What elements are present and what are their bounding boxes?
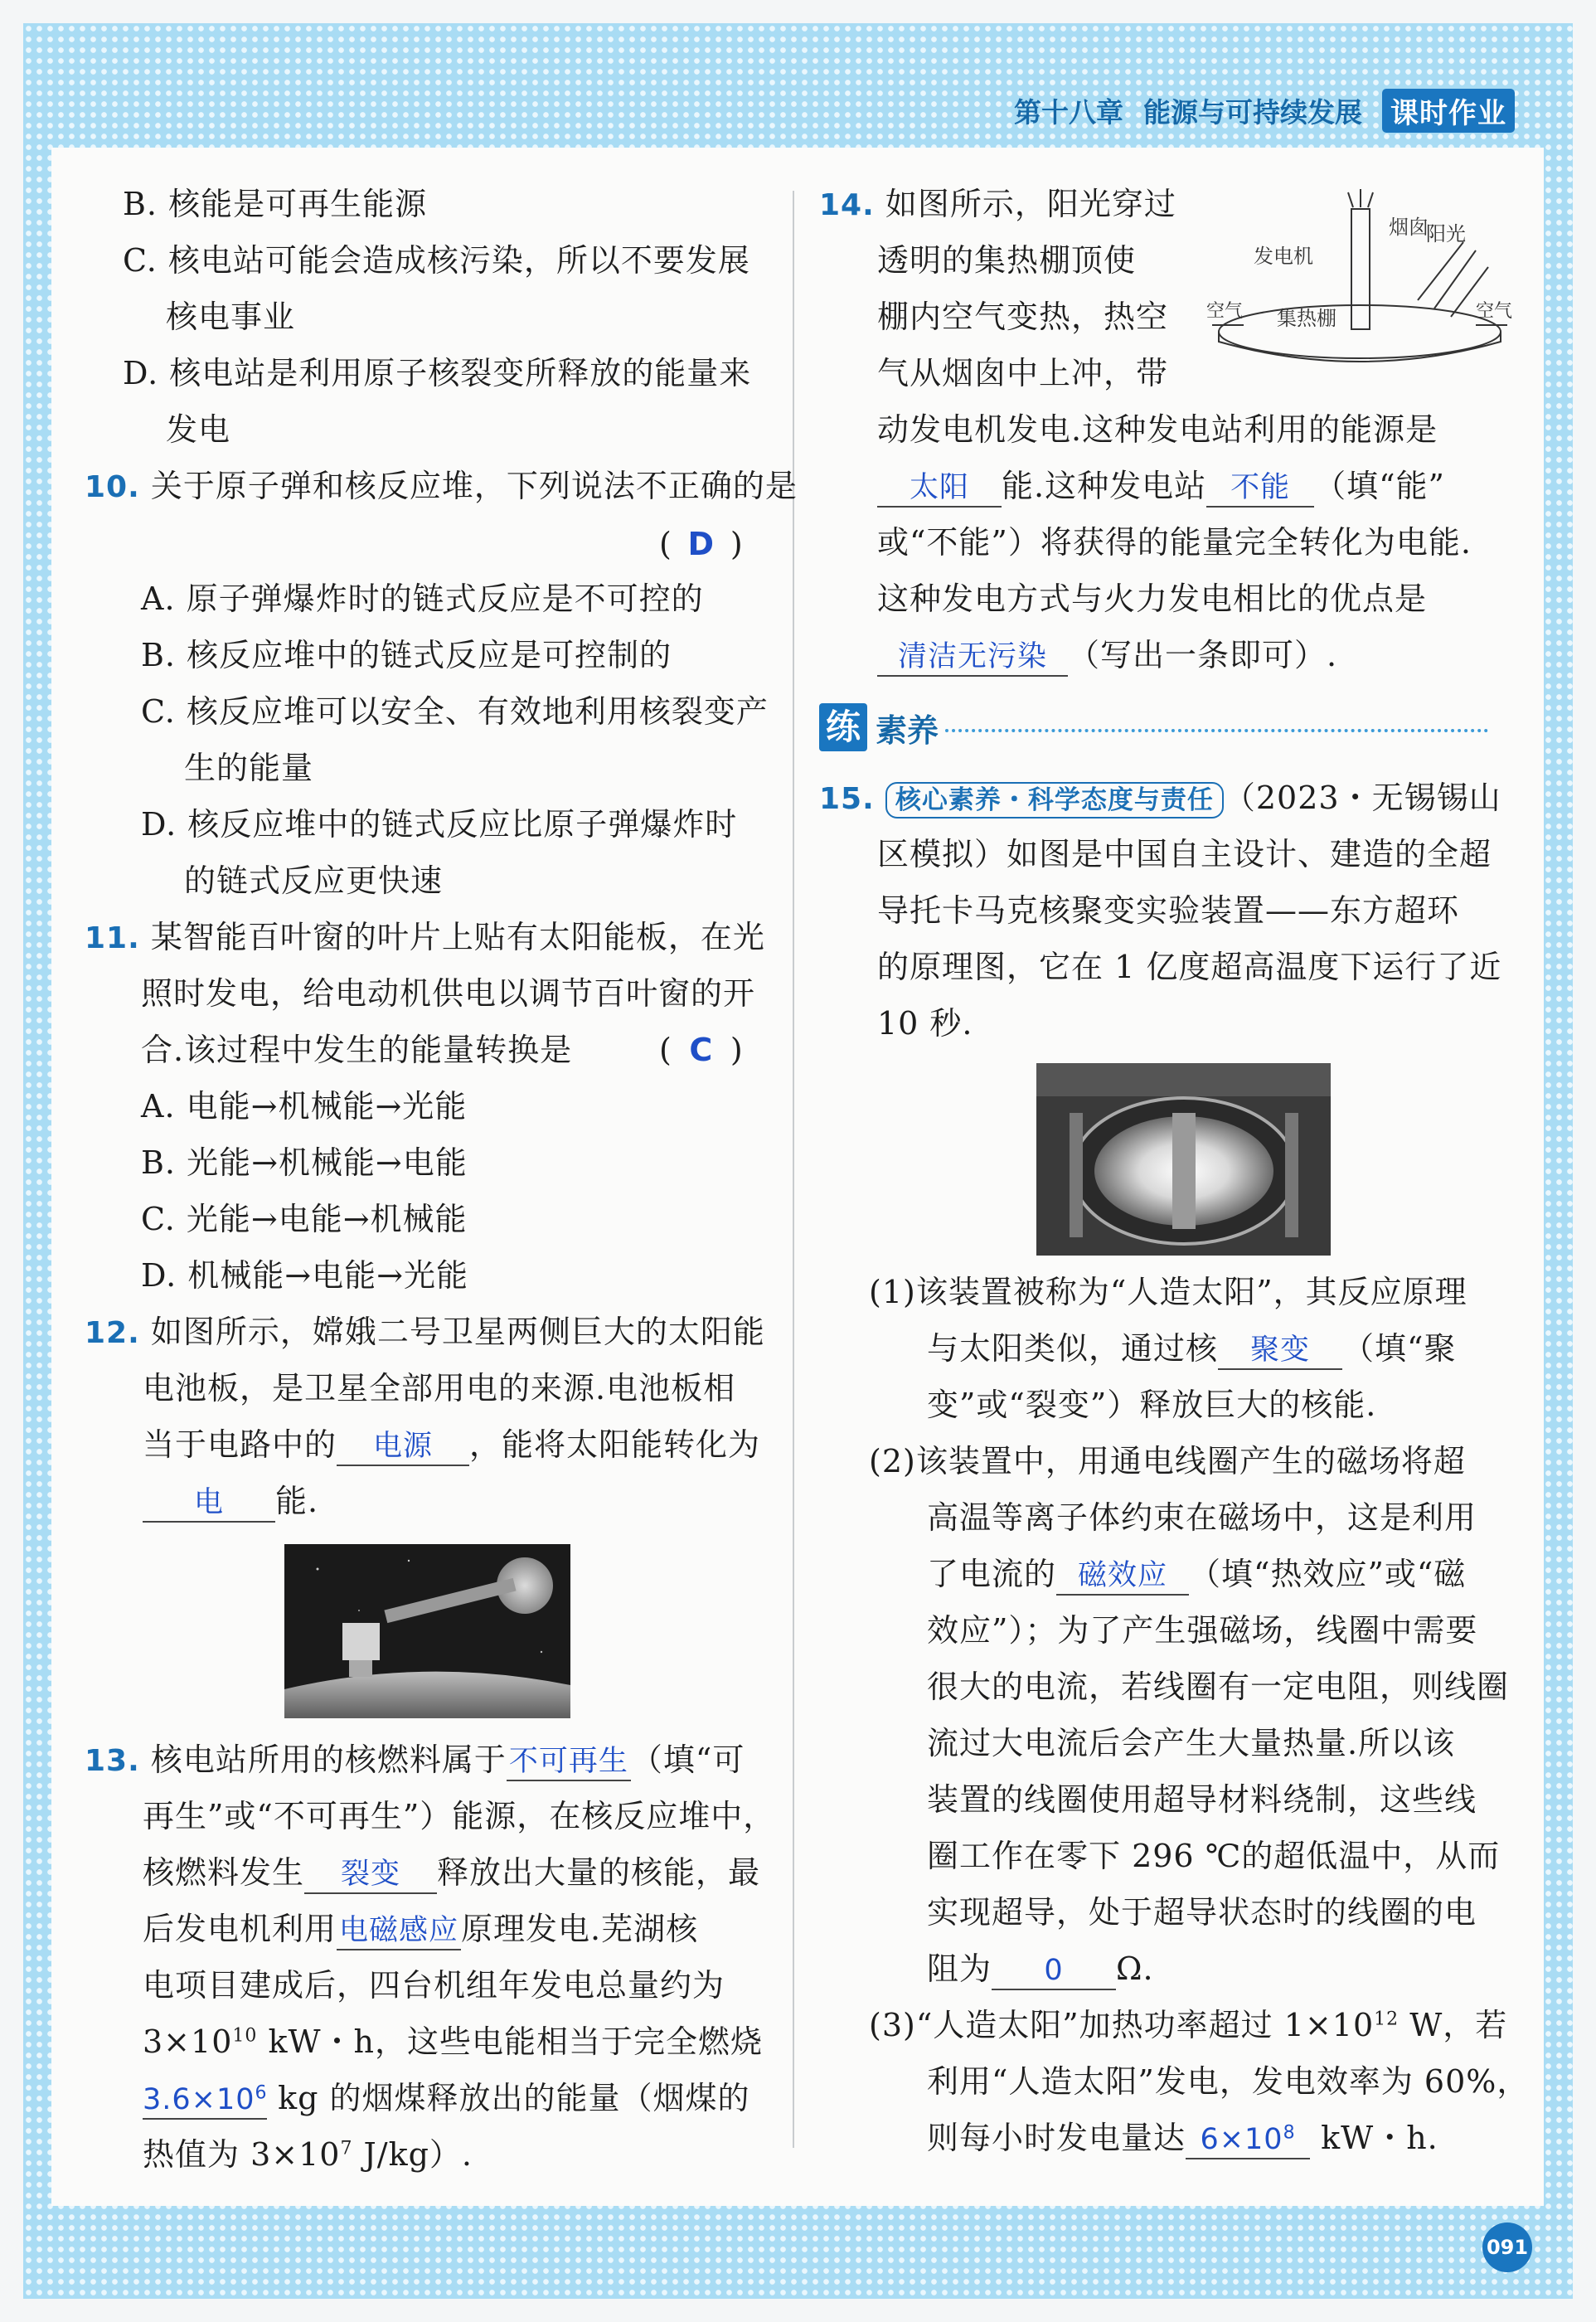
q9-option-d: D. 核电站是利用原子核裂变所释放的能量来	[123, 355, 752, 391]
label-sunlight: 阳光	[1426, 222, 1466, 245]
q14-text-c: （写出一条即可）.	[1068, 637, 1338, 673]
q15-text-a: （2023・无锡锡山	[1223, 780, 1501, 816]
q14-line-5: 动发电机发电.这种发电站利用的能源是	[877, 411, 1438, 448]
q15-line-5: 10 秒.	[877, 1005, 973, 1042]
q13-text-f: 原理发电.芜湖核	[461, 1911, 699, 1947]
q15-part1-line-1: (1)该装置被称为“人造太阳”，其反应原理	[869, 1274, 1467, 1310]
label-generator: 发电机	[1254, 245, 1313, 268]
q13-stem	[85, 1740, 745, 1781]
q13-text-c: 核燃料发生	[143, 1854, 305, 1891]
q15-part2-line-2: 高温等离子体约束在磁场中，这是利用	[927, 1499, 1477, 1536]
q14-blank-2: 不能	[1206, 469, 1314, 508]
section-label: 素养	[876, 712, 939, 749]
q10-option-a: A. 原子弹爆炸时的链式反应是不可控的	[141, 580, 704, 617]
section-dotted-rule	[945, 729, 1488, 732]
q10-answer: D	[687, 526, 716, 562]
q15-line-2: 区模拟）如图是中国自主设计、建造的全超	[877, 836, 1492, 872]
q11-number: 11.	[85, 921, 140, 955]
q10-option-c-cont: 生的能量	[184, 750, 314, 786]
q13-number: 13.	[85, 1744, 140, 1778]
p2-blank-2: 0	[992, 1952, 1116, 1990]
q13-line-5: 电项目建成后，四台机组年发电总量约为	[143, 1967, 725, 2004]
q10-answer-bracket: ( D )	[659, 526, 744, 562]
p2-text-d: Ω.	[1116, 1950, 1154, 1987]
q15-part2-line-1: (2)该装置中，用通电线圈产生的磁场将超	[869, 1443, 1466, 1479]
q14-line-4: 气从烟囱中上冲，带	[877, 355, 1169, 391]
q15-part2-line-9: 实现超导，处于超导状态时的线圈的电	[927, 1894, 1477, 1931]
q15-part3-line-1	[869, 2005, 1507, 2045]
satellite-photo	[284, 1544, 570, 1718]
q11-line-1: 某智能百叶窗的叶片上贴有太阳能板，在光	[150, 919, 765, 955]
q13-line-2: 再生”或“不可再生”）能源，在核反应堆中，	[143, 1798, 776, 1834]
q10-option-d: D. 核反应堆中的链式反应比原子弹爆炸时	[141, 806, 738, 843]
p1-text-a: 与太阳类似，通过核	[927, 1330, 1219, 1367]
q13-text-a: 核电站所用的核燃料属于	[150, 1742, 507, 1778]
p3-text-a: (3)“人造太阳”加热功率超过 1×10	[869, 2007, 1375, 2043]
p1-text-b: （填“聚	[1342, 1330, 1457, 1367]
q11-answer: C	[689, 1032, 714, 1068]
q14-stem	[819, 184, 1176, 226]
q12-stem	[85, 1312, 765, 1353]
q9-option-c: C. 核电站可能会造成核污染，所以不要发展	[123, 242, 750, 279]
q11-option-d: D. 机械能→电能→光能	[141, 1257, 468, 1294]
q13-answer-4: 3.6×10	[143, 2083, 255, 2116]
q10-option-b: B. 核反应堆中的链式反应是可控制的	[141, 637, 672, 673]
q15-part2-line-7: 装置的线圈使用超导材料绕制，这些线	[927, 1781, 1477, 1818]
q13-text-b: （填“可	[630, 1742, 745, 1778]
tokamak-photo	[1036, 1063, 1331, 1256]
q14-number: 14.	[819, 188, 875, 222]
q12-number: 12.	[85, 1316, 140, 1350]
q15-part2-line-5: 很大的电流，若线圈有一定电阻，则线圈	[927, 1669, 1510, 1705]
section-badge: 练	[819, 703, 867, 751]
page-header	[1014, 91, 1515, 129]
p3-answer-exponent: 8	[1283, 2122, 1296, 2144]
q15-number: 15.	[819, 782, 875, 816]
p2-blank-1: 磁效应	[1056, 1557, 1189, 1596]
q14-line-2: 透明的集热棚顶使	[877, 242, 1137, 279]
q13-line-8	[143, 2135, 473, 2174]
q10-stem	[85, 466, 798, 508]
q11-line-2: 照时发电，给电动机供电以调节百叶窗的开	[141, 975, 756, 1012]
p3-text-d: kW・h.	[1321, 2120, 1438, 2156]
q13-text-j: 热值为 3×10	[143, 2136, 341, 2173]
q14-line-6	[877, 466, 1445, 508]
p3-exponent: 12	[1374, 2009, 1400, 2030]
p2-text-c: 阻为	[927, 1950, 992, 1987]
q12-text-b: ，能将太阳能转化为	[469, 1426, 761, 1463]
q15-part1-line-2	[927, 1329, 1456, 1370]
q11-answer-bracket: ( C )	[659, 1032, 744, 1068]
chapter-label: 第十八章	[1014, 95, 1123, 129]
label-air-right: 空气	[1476, 301, 1513, 322]
q14-text-a: 能.这种发电站	[1002, 468, 1207, 504]
q15-part2-line-3	[927, 1554, 1466, 1596]
q14-blank-3: 清洁无污染	[877, 639, 1068, 677]
q13-text-i: kg 的烟煤释放出的能量（烟煤的	[278, 2080, 750, 2116]
q12-line-1: 如图所示，嫦娥二号卫星两侧巨大的太阳能	[150, 1314, 765, 1350]
q10-stem-text: 关于原子弹和核反应堆，下列说法不正确的是	[150, 468, 798, 504]
q14-blank-1: 太阳	[877, 469, 1002, 508]
p3-text-b: W，若	[1399, 2007, 1508, 2043]
q15-part2-line-4: 效应”）；为了产生强磁场，线圈中需要	[927, 1612, 1478, 1649]
q15-part1-line-3: 变”或“裂变”）释放巨大的核能.	[927, 1387, 1377, 1423]
q11-stem	[85, 917, 765, 959]
q15-stem	[819, 778, 1501, 819]
q13-blank-1: 不可再生	[507, 1743, 631, 1781]
label-air-left: 空气	[1206, 301, 1244, 322]
p2-text-a: 了电流的	[927, 1556, 1057, 1592]
q15-tag: 核心素养・科学态度与责任	[885, 782, 1224, 819]
q12-line-2: 电池板，是卫星全部用电的来源.电池板相	[143, 1370, 736, 1406]
p2-text-b: （填“热效应”或“磁	[1189, 1556, 1467, 1592]
q14-text-b: （填“能”	[1314, 468, 1445, 504]
q13-text-k: J/kg）.	[352, 2136, 473, 2173]
q13-exponent-1: 10	[232, 2025, 258, 2047]
q13-line-3	[143, 1853, 760, 1894]
q13-text-d: 释放出大量的核能，最	[437, 1854, 761, 1891]
q10-option-d-cont: 的链式反应更快速	[184, 862, 444, 899]
q15-part3-line-2: 利用“人造太阳”发电，发电效率为 60%，	[927, 2063, 1530, 2100]
p3-answer: 6×10	[1200, 2123, 1283, 2156]
q14-line-3: 棚内空气变热，热空	[877, 299, 1169, 335]
q12-blank-1: 电源	[337, 1428, 469, 1466]
label-shed: 集热棚	[1277, 307, 1336, 330]
q13-blank-3: 电磁感应	[337, 1912, 461, 1950]
q11-line-3: 合.该过程中发生的能量转换是	[141, 1032, 573, 1068]
q11-option-c: C. 光能→电能→机械能	[141, 1201, 468, 1237]
q13-line-7	[143, 2078, 750, 2120]
q15-part3-line-3	[927, 2118, 1438, 2159]
q11-option-a: A. 电能→机械能→光能	[141, 1088, 468, 1125]
q14-line-7: 或“不能”）将获得的能量完全转化为电能.	[877, 524, 1472, 561]
chapter-title: 能源与可持续发展	[1143, 95, 1362, 129]
q13-blank-2: 裂变	[304, 1856, 437, 1894]
q13-line-4	[143, 1909, 698, 1950]
q13-text-h: kW・h，这些电能相当于完全燃烧	[257, 2023, 764, 2060]
q15-line-3: 导托卡马克核聚变实验装置——东方超环	[877, 892, 1460, 929]
section-header	[819, 703, 1488, 751]
q15-part2-line-10	[927, 1949, 1154, 1990]
q15-line-4: 的原理图，它在 1 亿度超高温度下运行了近	[877, 949, 1502, 985]
q12-text-c: 能.	[275, 1483, 319, 1519]
q15-part2-line-6: 流过大电流后会产生大量热量.所以该	[927, 1725, 1456, 1761]
q12-line-3	[143, 1425, 760, 1466]
q11-option-b: B. 光能→机械能→电能	[141, 1144, 468, 1181]
q13-text-e: 后发电机利用	[143, 1911, 337, 1947]
q14-line-1: 如图所示，阳光穿过	[885, 186, 1176, 222]
p3-text-c: 则每小时发电量达	[927, 2120, 1186, 2156]
p3-blank	[1186, 2121, 1310, 2159]
q9-option-b: B. 核能是可再生能源	[123, 186, 428, 222]
q15-part2-line-8: 圈工作在零下 296 ℃的超低温中，从而	[927, 1838, 1501, 1874]
q13-answer-4-exponent: 6	[255, 2082, 268, 2104]
q12-line-4	[143, 1481, 318, 1523]
q13-exponent-2: 7	[340, 2138, 353, 2159]
page-number: 091	[1482, 2222, 1532, 2272]
q9-option-d-cont: 发电	[166, 411, 231, 448]
brand-logo: 课时作业	[1382, 89, 1515, 133]
q12-blank-2: 电	[143, 1484, 275, 1523]
q13-text-g: 3×10	[143, 2023, 233, 2060]
q13-blank-4	[143, 2082, 267, 2120]
q10-number: 10.	[85, 470, 140, 504]
q9-option-c-cont: 核电事业	[166, 299, 296, 335]
p1-blank: 聚变	[1218, 1332, 1342, 1370]
q14-line-9	[877, 635, 1337, 677]
q10-option-c: C. 核反应堆可以安全、有效地利用核裂变产	[141, 693, 769, 730]
q12-text-a: 当于电路中的	[143, 1426, 337, 1463]
label-chimney: 烟囱	[1389, 216, 1429, 239]
q13-line-6	[143, 2022, 763, 2062]
solar-chimney-diagram	[1202, 184, 1517, 383]
q14-line-8: 这种发电方式与火力发电相比的优点是	[877, 580, 1428, 617]
